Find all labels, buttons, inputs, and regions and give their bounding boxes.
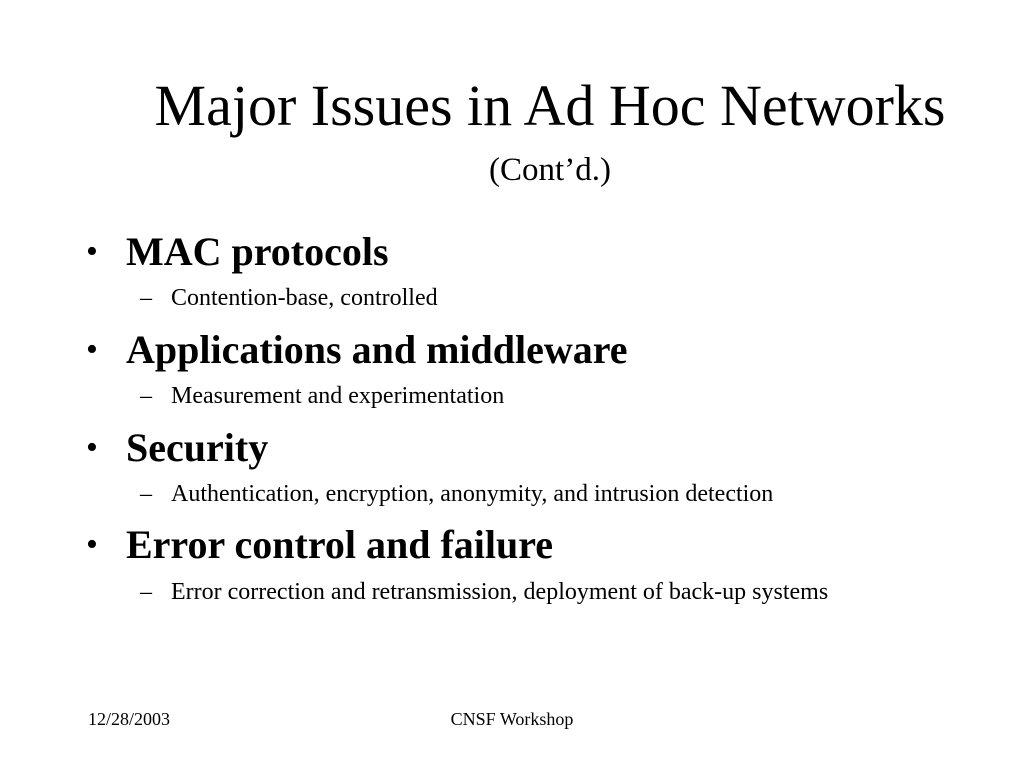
bullet-marker: • (86, 429, 98, 466)
bullet-heading: MAC protocols (126, 229, 389, 274)
footer-date: 12/28/2003 (88, 709, 171, 729)
bullet-marker: • (86, 233, 98, 270)
sub-bullet-text: Contention-base, controlled (171, 285, 438, 311)
bullet-marker: • (86, 526, 98, 563)
bullet-heading: Applications and middleware (126, 327, 628, 372)
bullet-marker: • (86, 331, 98, 368)
bullet-heading: Error control and failure (126, 522, 554, 567)
sub-bullet-text: Measurement and experimentation (171, 383, 505, 409)
bullet-heading: Security (126, 425, 269, 470)
slide-subtitle: (Cont’d.) (489, 152, 611, 188)
sub-bullet-marker: – (140, 285, 152, 311)
sub-bullet-text: Error correction and retransmission, deployment of back-up systems (171, 579, 829, 605)
sub-bullet-marker: – (140, 481, 152, 507)
footer-title: CNSF Workshop (450, 709, 574, 729)
sub-bullet-marker: – (140, 579, 152, 605)
slide-title: Major Issues in Ad Hoc Networks (154, 73, 946, 138)
sub-bullet-text: Authentication, encryption, anonymity, and intrusion detection (171, 481, 774, 507)
sub-bullet-marker: – (140, 383, 152, 409)
